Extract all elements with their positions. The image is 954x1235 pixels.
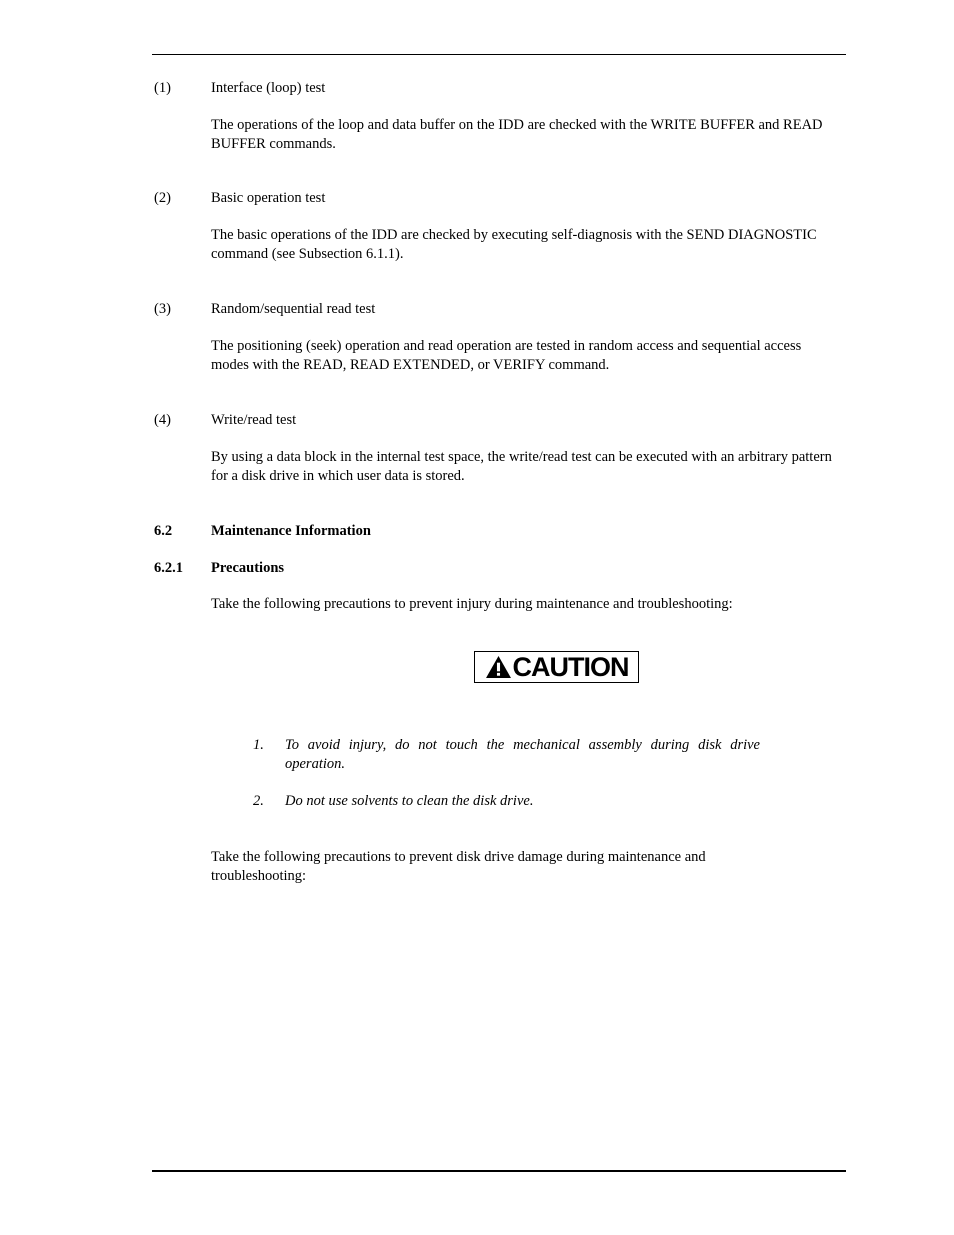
- caution-banner: [474, 651, 639, 683]
- item-number: (3): [154, 301, 171, 317]
- header-rule: [152, 54, 846, 55]
- subsection-number: 6.2.1: [154, 560, 183, 576]
- item-body: The basic operations of the IDD are checked by executing self-diagnosis with the SEND DIAGNOSTIC command (see Subsection 6.1.1).: [211, 227, 817, 262]
- item-number: (4): [154, 412, 171, 428]
- list-item: To avoid injury, do not touch the mechanical assembly during disk drive operation.: [285, 737, 760, 772]
- footer-rule: [152, 1170, 846, 1172]
- item-body: By using a data block in the internal test space, the write/read test can be executed with an arbitrary pattern for a disk drive in which user data is stored.: [211, 449, 832, 484]
- item-heading: Interface (loop) test: [211, 80, 326, 96]
- item-body: The operations of the loop and data buffer on the IDD are checked with the WRITE BUFFER and READ BUFFER commands.: [211, 117, 823, 152]
- item-number: (2): [154, 190, 171, 206]
- caution-label: CAUTION: [512, 651, 629, 682]
- list-item-number: 2.: [253, 793, 264, 809]
- section-number: 6.2: [154, 523, 173, 539]
- item-number: (1): [154, 80, 171, 96]
- list-item-number: 1.: [253, 737, 264, 753]
- item-heading: Random/sequential read test: [211, 301, 376, 317]
- item-body: The positioning (seek) operation and read operation are tested in random access and sequential access modes with the READ, READ EXTENDED, or VERIFY command.: [211, 338, 802, 373]
- precautions-intro: Take the following precautions to prevent injury during maintenance and troubleshooting:: [211, 596, 733, 612]
- subsection-title: Precautions: [211, 560, 285, 576]
- closing-paragraph: Take the following precautions to prevent disk drive damage during maintenance and troubleshooting:: [211, 849, 706, 884]
- item-heading: Basic operation test: [211, 190, 326, 206]
- warning-triangle-icon: [485, 655, 512, 679]
- item-heading: Write/read test: [211, 412, 297, 428]
- list-item: Do not use solvents to clean the disk drive.: [285, 793, 534, 809]
- section-title: Maintenance Information: [211, 523, 371, 539]
